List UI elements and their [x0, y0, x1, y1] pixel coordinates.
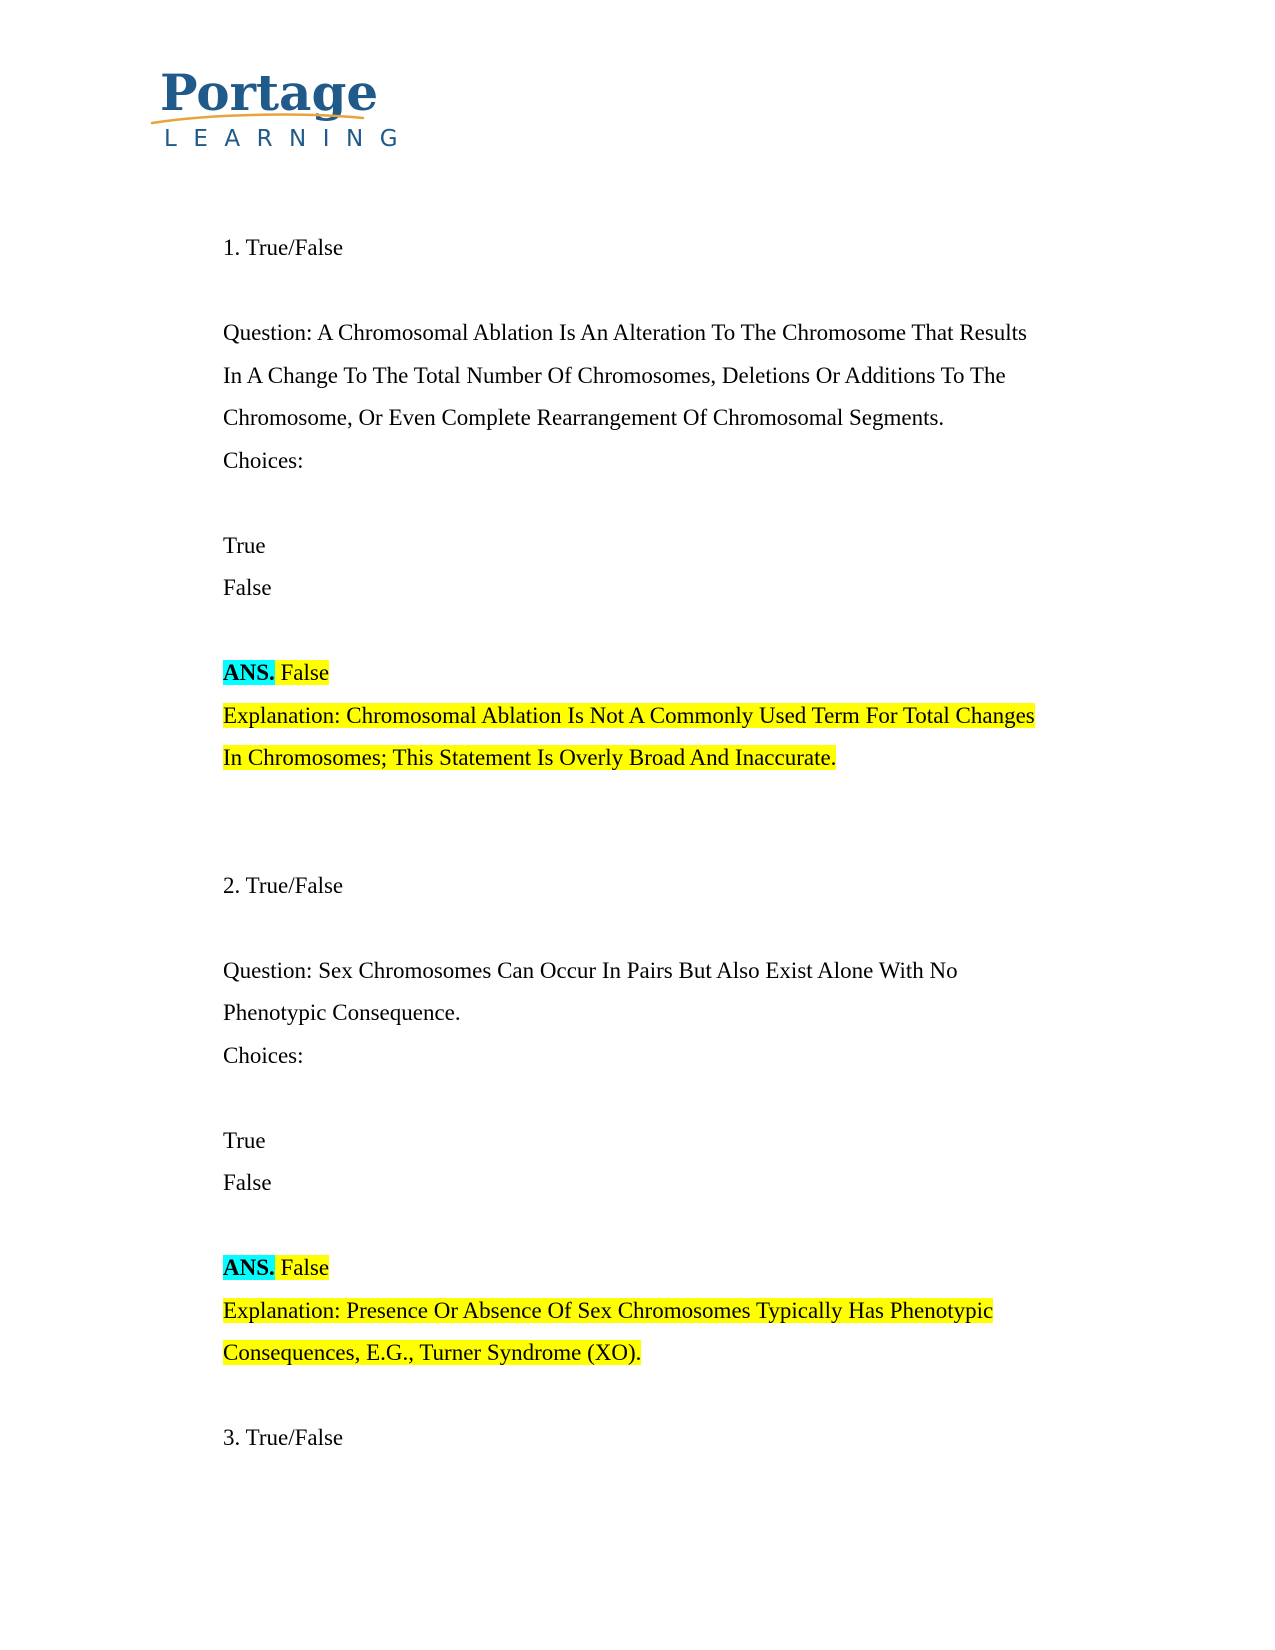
logo-subtitle: LEARNING: [164, 126, 415, 152]
question-block-1: [223, 227, 1123, 865]
question-text-line: Question: A Chromosomal Ablation Is An Alteration To The Chromosome That Results: [223, 320, 1028, 345]
explanation-line: Explanation: Chromosomal Ablation Is Not A Commonly Used Term For Total Changes: [223, 702, 1035, 728]
answer-line: [223, 652, 1123, 695]
choice-false: False: [223, 575, 272, 600]
explanation-line: Explanation: Presence Or Absence Of Sex Chromosomes Typically Has Phenotypic: [223, 1297, 994, 1323]
choice-true: True: [223, 1127, 266, 1153]
question-text-line: Phenotypic Consequence.: [223, 1000, 461, 1025]
answer-label: ANS.: [223, 660, 275, 685]
question-block-3: [223, 1417, 1123, 1460]
answer-value: False: [275, 1255, 329, 1280]
document-body: [223, 227, 1123, 1460]
question-text-line: Chromosome, Or Even Complete Rearrangement Of Chromosomal Segments.: [223, 405, 945, 430]
question-text-line: Question: Sex Chromosomes Can Occur In Pairs But Also Exist Alone With No: [223, 957, 958, 983]
explanation-line: Consequences, E.G., Turner Syndrome (XO).: [223, 1340, 642, 1365]
logo-swoosh-icon: [150, 112, 365, 126]
question-heading: 2. True/False: [223, 872, 344, 898]
question-block-2: [223, 865, 1123, 1418]
question-heading: 1. True/False: [223, 235, 344, 260]
question-text-line: In A Change To The Total Number Of Chromosomes, Deletions Or Additions To The: [223, 362, 1006, 388]
question-heading: 3. True/False: [223, 1425, 344, 1450]
answer-line: [223, 1247, 1123, 1290]
choice-true: True: [223, 532, 266, 558]
answer-value: False: [275, 660, 329, 685]
choices-label: Choices:: [223, 1042, 304, 1068]
choice-false: False: [223, 1170, 272, 1195]
explanation-line: In Chromosomes; This Statement Is Overly Broad And Inaccurate.: [223, 745, 837, 770]
logo-wordmark: Portage: [160, 63, 379, 122]
answer-label: ANS.: [223, 1255, 275, 1280]
choices-label: Choices:: [223, 447, 304, 473]
portage-learning-logo: [150, 63, 415, 156]
